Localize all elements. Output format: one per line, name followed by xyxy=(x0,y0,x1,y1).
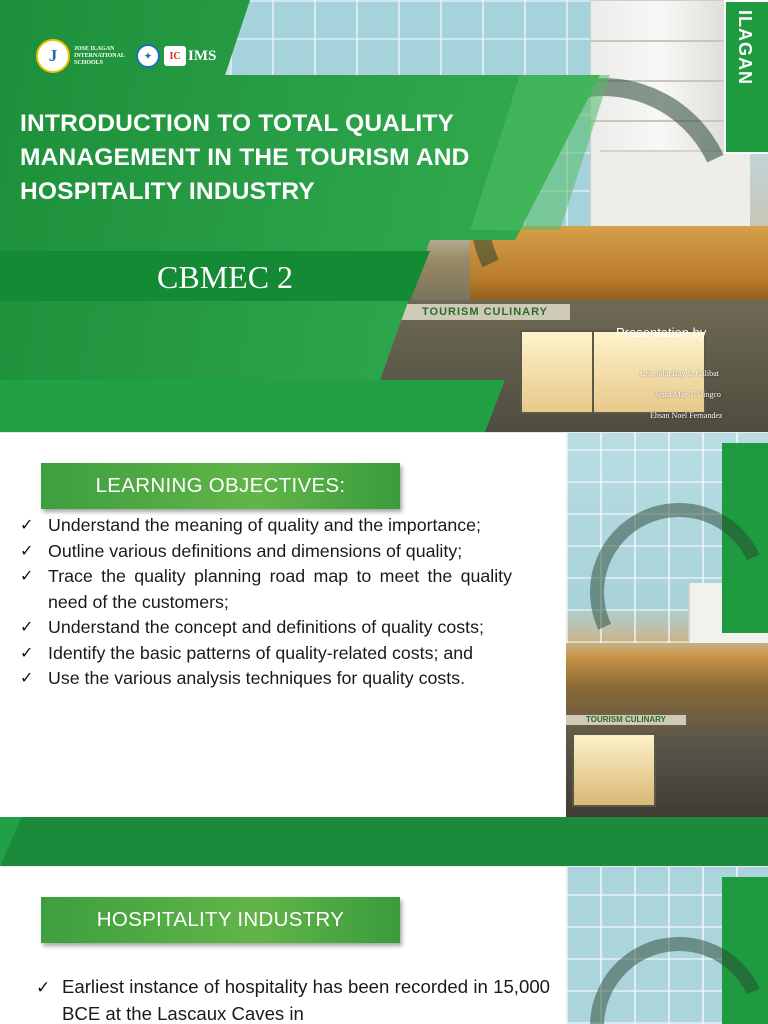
check-mark-icon: ✓ xyxy=(20,644,34,662)
presenter-name: Cris John Ray S. Calibat xyxy=(640,369,719,378)
school-name-line: SCHOOLS xyxy=(74,59,104,66)
course-code: CBMEC 2 xyxy=(157,259,294,295)
section-header: HOSPITALITY INDUSTRY xyxy=(41,897,400,943)
presenter-name: Ehsan Noel Fernandez xyxy=(650,411,723,420)
list-item xyxy=(20,513,512,539)
list-item xyxy=(20,564,512,615)
objective-text: Identify the basic patterns of quality-related costs; and xyxy=(48,642,474,663)
list-item xyxy=(20,539,512,565)
building-sign xyxy=(724,0,768,154)
presenter-name: Jessa Mae T. Bingco xyxy=(655,390,721,399)
school-name-line: JOSE ILAGAN xyxy=(74,45,115,52)
hospitality-industry-slide xyxy=(0,867,768,1024)
hospitality-paragraph xyxy=(36,973,550,1024)
check-mark-icon: ✓ xyxy=(20,619,34,636)
school-logos xyxy=(36,38,216,74)
bottom-band xyxy=(0,817,768,866)
school-emblem-icon xyxy=(36,39,70,73)
lit-window xyxy=(572,733,656,807)
objective-text: Understand the meaning of quality and the importance; xyxy=(48,515,481,535)
emblem-letter: J xyxy=(48,46,58,65)
objectives-list xyxy=(20,513,512,692)
store-sign: TOURISM CULINARY xyxy=(566,715,686,725)
learning-objectives-slide xyxy=(0,433,768,866)
check-mark-icon: ✓ xyxy=(20,568,34,585)
store-sign: TOURISM CULINARY xyxy=(400,304,570,320)
ims-logo xyxy=(164,46,216,66)
objective-text: Outline various definitions and dimensions of quality; xyxy=(48,540,463,561)
paragraph-text: Earliest instance of hospitality has been recorded in 15,000 BCE at the Lascaux Caves in xyxy=(62,976,550,1024)
objective-text: Understand the concept and definitions of quality costs; xyxy=(48,617,484,637)
seal-icon: ✦ xyxy=(136,44,160,68)
check-mark-icon: ✓ xyxy=(20,517,34,534)
presented-by-label: Presentation by xyxy=(616,325,707,340)
school-name-line: INTERNATIONAL xyxy=(74,52,125,59)
school-name xyxy=(74,46,132,67)
slide-title: INTRODUCTION TO TOTAL QUALITY MANAGEMENT IN THE TOURISM AND HOSPITALITY INDUSTRY xyxy=(20,110,470,205)
building-sign-text: ILAGAN xyxy=(735,10,755,85)
list-item xyxy=(20,666,512,692)
check-mark-icon: ✓ xyxy=(36,978,51,997)
title-slide xyxy=(0,0,768,432)
check-mark-icon: ✓ xyxy=(20,670,34,687)
ims-badge: IC xyxy=(164,46,186,66)
check-mark-icon: ✓ xyxy=(20,542,34,560)
section-header: LEARNING OBJECTIVES: xyxy=(41,463,400,509)
objective-text: Use the various analysis techniques for quality costs. xyxy=(48,668,466,688)
ims-label: IMS xyxy=(188,47,217,64)
list-item xyxy=(20,641,512,667)
objective-text: Trace the quality planning road map to meet the quality need of the customers; xyxy=(48,566,512,612)
list-item xyxy=(20,615,512,641)
